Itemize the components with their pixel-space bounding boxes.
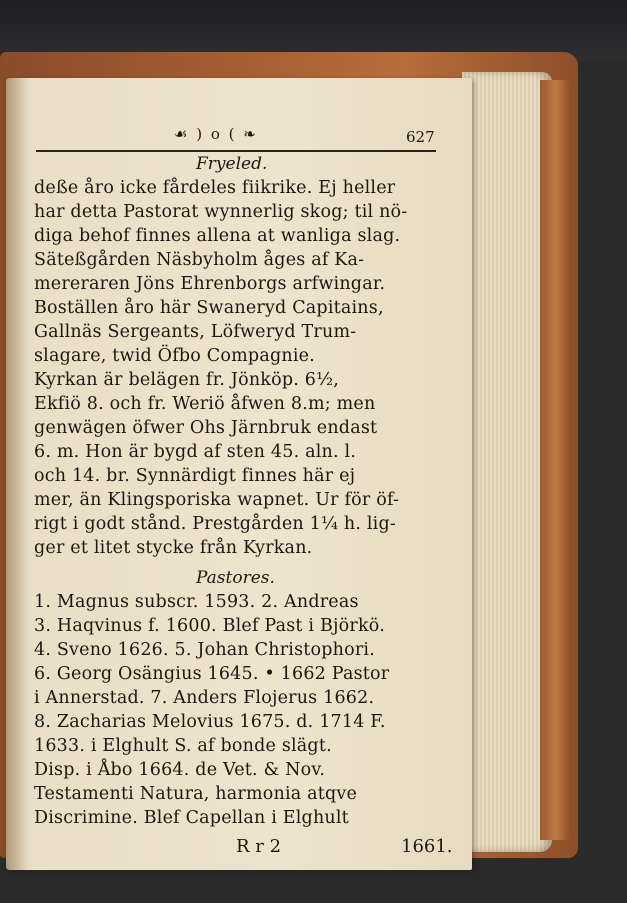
body-line: har detta Pastorat wynnerlig skog; til nö-	[34, 202, 408, 222]
page-number: 627	[406, 128, 435, 146]
pastor-line: Disp. i Åbo 1664. de Vet. & Nov.	[34, 760, 326, 780]
pastor-line: Discrimine. Blef Capellan i Elghult	[34, 808, 349, 828]
book-spine	[540, 80, 572, 840]
body-line: Boställen åro här Swaneryd Capitains,	[34, 298, 384, 318]
section-title: Fryeled.	[196, 154, 268, 174]
body-line: Gallnäs Sergeants, Löfweryd Trum-	[34, 322, 357, 342]
signature-mark: R r 2	[236, 836, 282, 857]
header-rule	[36, 150, 436, 152]
pastor-line: 6. Georg Osängius 1645. • 1662 Pastor	[34, 664, 390, 684]
pastor-line: 3. Haqvinus f. 1600. Blef Past i Björkö.	[34, 616, 385, 636]
body-line: diga behof finnes allena at wanliga slag.	[34, 226, 401, 246]
pastor-line: Testamenti Natura, harmonia atqve	[34, 784, 358, 804]
body-line: genwägen öfwer Ohs Järnbruk endast	[34, 418, 378, 438]
pastor-line: 8. Zacharias Melovius 1675. d. 1714 F.	[34, 712, 386, 732]
book-page	[6, 78, 472, 870]
body-line: 6. m. Hon är bygd af sten 45. aln. l.	[34, 442, 357, 462]
catchword: 1661.	[401, 836, 453, 857]
body-line: mer, än Klingsporiska wapnet. Ur för öf-	[34, 490, 400, 510]
page-block-edge	[462, 72, 552, 852]
body-line: Ekfiö 8. och fr. Weriö åfwen 8.m; men	[34, 394, 376, 414]
body-line: mereraren Jöns Ehrenborgs arfwingar.	[34, 274, 386, 294]
body-line: slagare, twid Öfbo Compagnie.	[34, 346, 315, 366]
gutter-shadow	[6, 78, 28, 870]
background-top	[0, 0, 627, 60]
body-line: deße åro icke fårdeles fiikrike. Ej heller	[34, 178, 396, 198]
pastores-heading: Pastores.	[196, 568, 275, 588]
pastor-line: 1633. i Elghult S. af bonde slägt.	[34, 736, 332, 756]
body-line: Kyrkan är belägen fr. Jönköp. 6½,	[34, 370, 340, 390]
pastor-line: i Annerstad. 7. Anders Flojerus 1662.	[34, 688, 375, 708]
body-line: rigt i godt stånd. Prestgården 1¼ h. lig-	[34, 514, 396, 534]
body-line: och 14. br. Synnärdigt finnes här ej	[34, 466, 356, 486]
body-line: Säteßgården Näsbyholm åges af Ka-	[34, 250, 365, 270]
body-line: ger et litet stycke från Kyrkan.	[34, 538, 313, 558]
header-ornament: ☙ ) o ( ❧	[174, 125, 258, 143]
pastor-line: 4. Sveno 1626. 5. Johan Christophori.	[34, 640, 375, 660]
pastor-line: 1. Magnus subscr. 1593. 2. Andreas	[34, 592, 359, 612]
